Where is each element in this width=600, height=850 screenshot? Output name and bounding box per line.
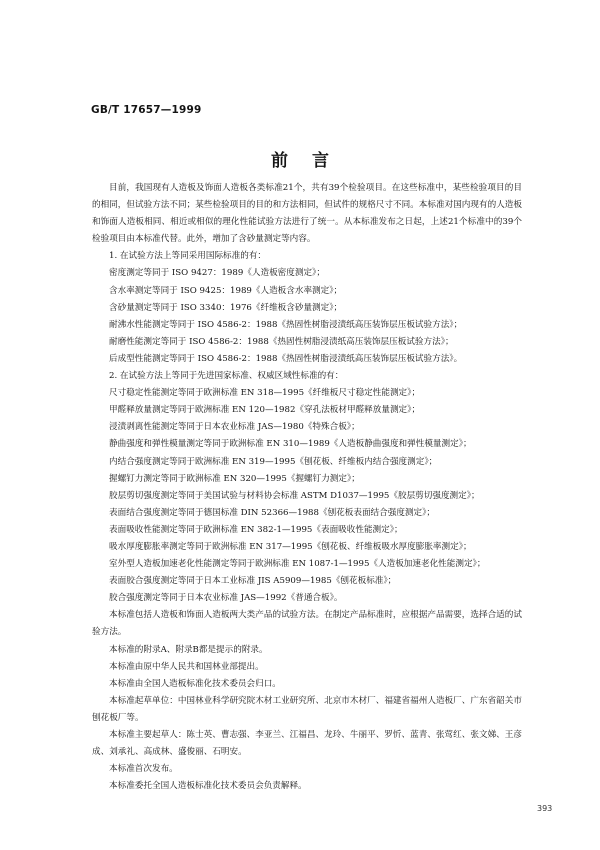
standard-code: GB/T 17657—1999 [91,104,202,116]
list-item: 含砂量测定等同于 ISO 3340：1976《纤维板含砂量测定》； [109,302,343,313]
list-item: 表面胶合强度测定等同于日本工业标准 JIS A5909—1985《刨花板标准》； [109,576,397,587]
list-item: 静曲强度和弹性模量测定等同于欧洲标准 EN 310—1989《人造板静曲强度和弹性模量测定》； [109,439,472,450]
list-item: 后成型性能测定等同于 ISO 4586-2：1988《热固性树脂浸渍纸高压装饰层压板试验方法》。 [109,353,463,364]
intro-paragraph: 目前，我国现有人造板及饰面人造板各类标准21个，共有39个检验项目。在这些标准中，某些检验项目的目的相同，但试验方法不同；某些检验项目的目的和方法相同，但试件的规格尺寸不同。本标准对国内现有的人造板和饰面人造板相同、相近或相似的理化性能试验方法进行了统一。从本标准发布之日起，上述21个标准中的39个检验项目由本标准代替。此外，增加了含砂量测定等内容。 [92,183,522,245]
list-item: 耐沸水性能测定等同于 ISO 4586-2：1988《热固性树脂浸渍纸高压装饰层压板试验方法》； [109,319,463,330]
section2-heading: 2. 在试验方法上等同于先进国家标准、权威区域性标准的有： [109,371,344,382]
list-item: 内结合强度测定等同于欧洲标准 EN 319—1995《刨花板、纤维板内结合强度测定》； [109,456,438,467]
list-item: 尺寸稳定性能测定等同于欧洲标准 EN 318—1995《纤维板尺寸稳定性能测定》； [109,388,421,399]
list-item: 室外型人造板加速老化性能测定等同于欧洲标准 EN 1087-1—1995《人造板加速老化性能测定》； [109,559,486,570]
list-item: 表面结合强度测定等同于德国标准 DIN 52366—1988《刨花板表面结合强度测定》； [109,507,435,518]
list-item: 含水率测定等同于 ISO 9425：1989《人造板含水率测定》； [109,285,343,296]
closing-paragraph: 本标准由原中华人民共和国林业部提出。 [109,661,264,672]
list-item: 表面吸收性能测定等同于欧洲标准 EN 382-1—1995《表面吸收性能测定》； [109,524,403,535]
foreword-body [92,180,522,795]
section1-heading: 1. 在试验方法上等同采用国际标准的有： [109,251,267,262]
section2-list [92,385,522,607]
closing-paragraph: 本标准由全国人造板标准化技术委员会归口。 [109,678,281,689]
closing-paragraph: 本标准包括人造板和饰面人造板两大类产品的试验方法。在制定产品标准时，应根据产品需要，选择合适的试验方法。 [92,610,522,638]
list-item: 胶合强度测定等同于日本农业标准 JAS—1992《普通合板》。 [109,593,343,604]
closing-paragraph: 本标准委托全国人造板标准化技术委员会负责解释。 [109,781,307,792]
page-title: 前言 [271,151,353,171]
main-drafters: 本标准主要起草人：陈士英、曹志强、李亚兰、江福昌、龙玲、牛丽平、罗忻、蓝青、张莺红、张文娣、王彦成、刘承礼、高成林、盛俊丽、石明安。 [92,730,522,758]
list-item: 密度测定等同于 ISO 9427：1989《人造板密度测定》； [109,268,325,279]
closing-paragraph: 本标准的附录A、附录B都是提示的附录。 [109,644,268,655]
list-item: 浸渍剥离性能测定等同于日本农业标准 JAS—1980《特殊合板》； [109,422,360,433]
list-item: 甲醛释放量测定等同于欧洲标准 EN 120—1982《穿孔法板材甲醛释放量测定》； [109,405,421,416]
closing-paragraph: 本标准首次发布。 [109,764,178,775]
list-item: 握螺钉力测定等同于欧洲标准 EN 320—1995《握螺钉力测定》； [109,473,360,484]
list-item: 吸水厚度膨胀率测定等同于欧洲标准 EN 317—1995《刨花板、纤维板吸水厚度膨胀率测定》； [109,541,472,552]
drafting-units: 本标准起草单位：中国林业科学研究院木材工业研究所、北京市木材厂、福建省福州人造板厂、广东省韶关市刨花板厂等。 [92,695,522,723]
list-item: 耐磨性能测定等同于 ISO 4586-2：1988《热固性树脂浸渍纸高压装饰层压板试验方法》； [109,336,454,347]
list-item: 胶层剪切强度测定等同于美国试验与材料协会标准 ASTM D1037—1995《胶层剪切强度测定》； [109,490,480,501]
page-number: 393 [537,804,553,813]
section1-list [92,265,522,368]
